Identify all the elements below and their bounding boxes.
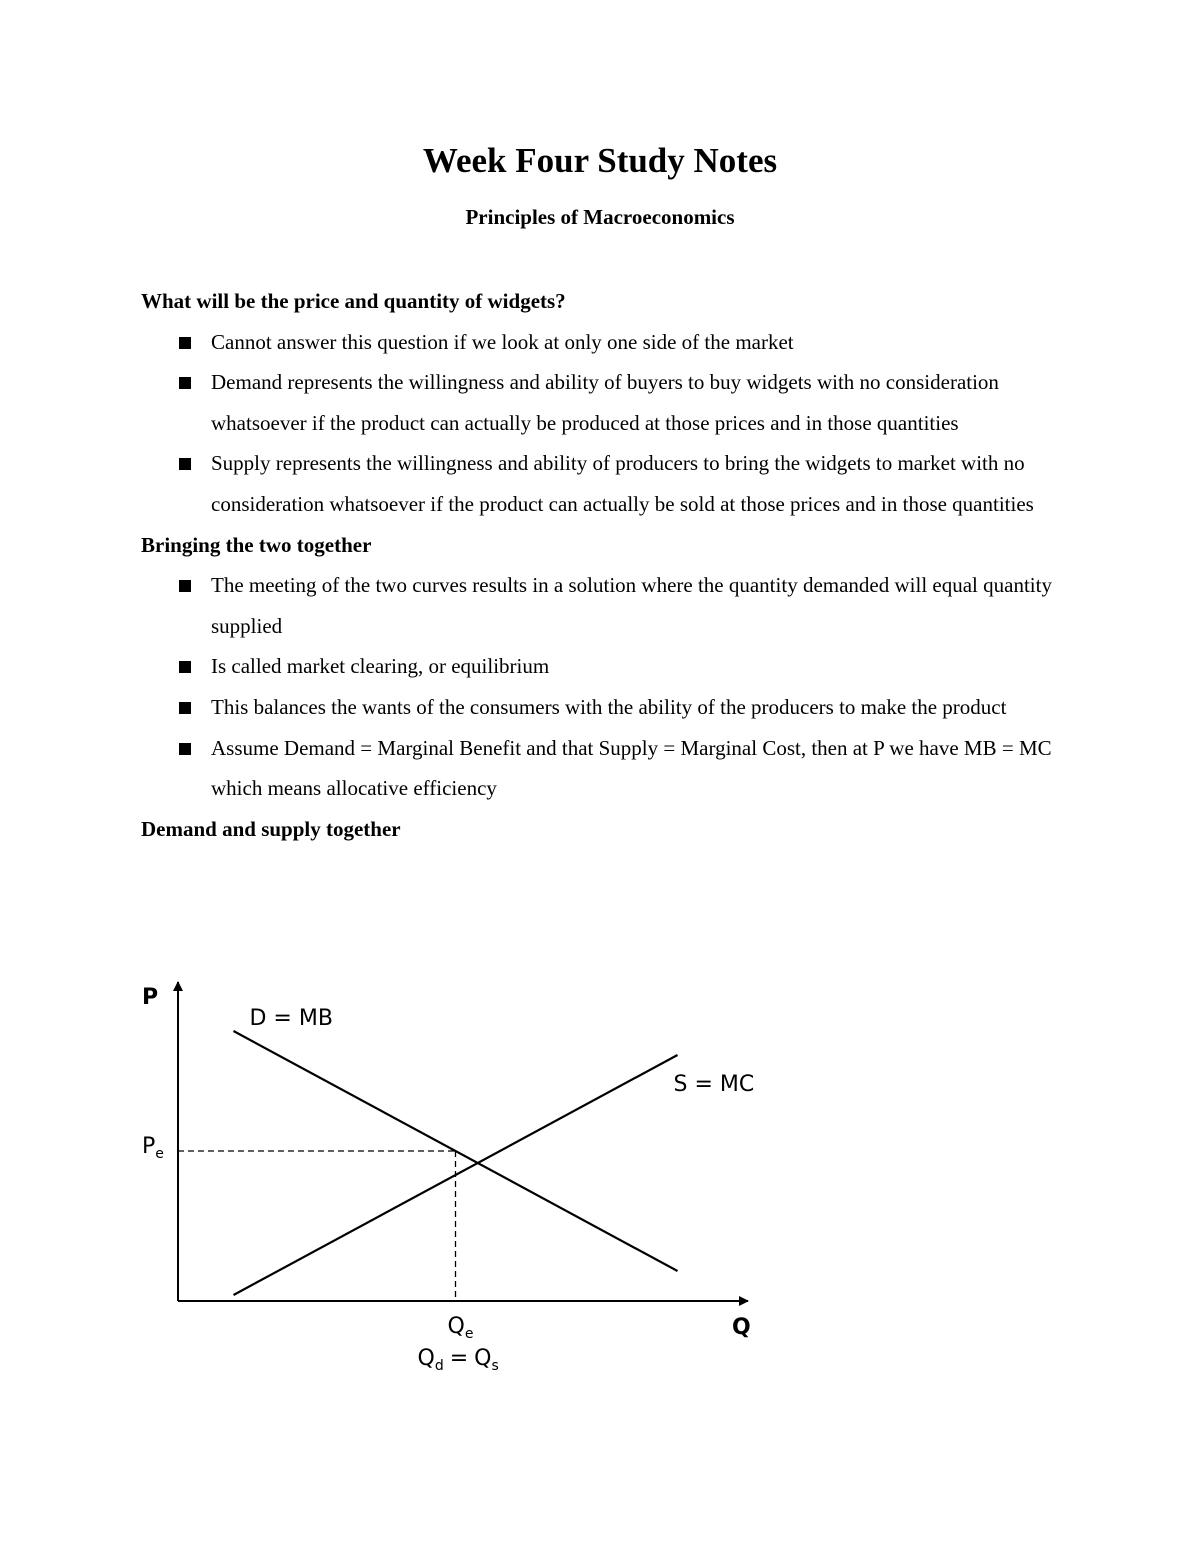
y-axis-label: P: [142, 985, 159, 1010]
list-item: This balances the wants of the consumers with the ability of the producers to make the product: [141, 687, 1081, 728]
list-item: Cannot answer this question if we look at only one side of the market: [141, 322, 1081, 363]
list-item: Demand represents the willingness and ability of buyers to buy widgets with no consideration whatsoever if the product can actually be produced at those prices and in those quantities: [141, 362, 1081, 443]
bullet-list: [141, 565, 1081, 809]
section-heading: Bringing the two together: [141, 532, 372, 557]
quantity-equality-label: $Q_d = Q_s$: [417, 1346, 499, 1374]
section-heading: What will be the price and quantity of widgets?: [141, 289, 566, 313]
section-heading: Demand and supply together: [141, 816, 401, 841]
list-item: Assume Demand = Marginal Benefit and that Supply = Marginal Cost, then at P we have MB = MC which means allocative efficiency: [141, 728, 1081, 809]
list-item: The meeting of the two curves results in a solution where the quantity demanded will equal quantity supplied: [141, 565, 1081, 646]
equilibrium-quantity-label: $Q_e$: [447, 1314, 474, 1342]
page-subtitle: Principles of Macroeconomics: [465, 205, 735, 229]
page-title: Week Four Study Notes: [422, 141, 778, 180]
list-item: Is called market clearing, or equilibrium: [141, 646, 1081, 687]
x-axis-label: Q: [732, 1315, 751, 1340]
demand-curve-label: D = MB: [249, 1006, 333, 1031]
supply-demand-chart: [130, 968, 790, 1388]
supply-curve-label: S = MC: [673, 1072, 755, 1097]
notes-body: [141, 281, 1081, 849]
equilibrium-price-label: $P_e$: [142, 1134, 164, 1162]
bullet-list: [141, 322, 1081, 525]
list-item: Supply represents the willingness and ability of producers to bring the widgets to market with no consideration whatsoever if the product can actually be sold at those prices and in those quantities: [141, 443, 1081, 524]
